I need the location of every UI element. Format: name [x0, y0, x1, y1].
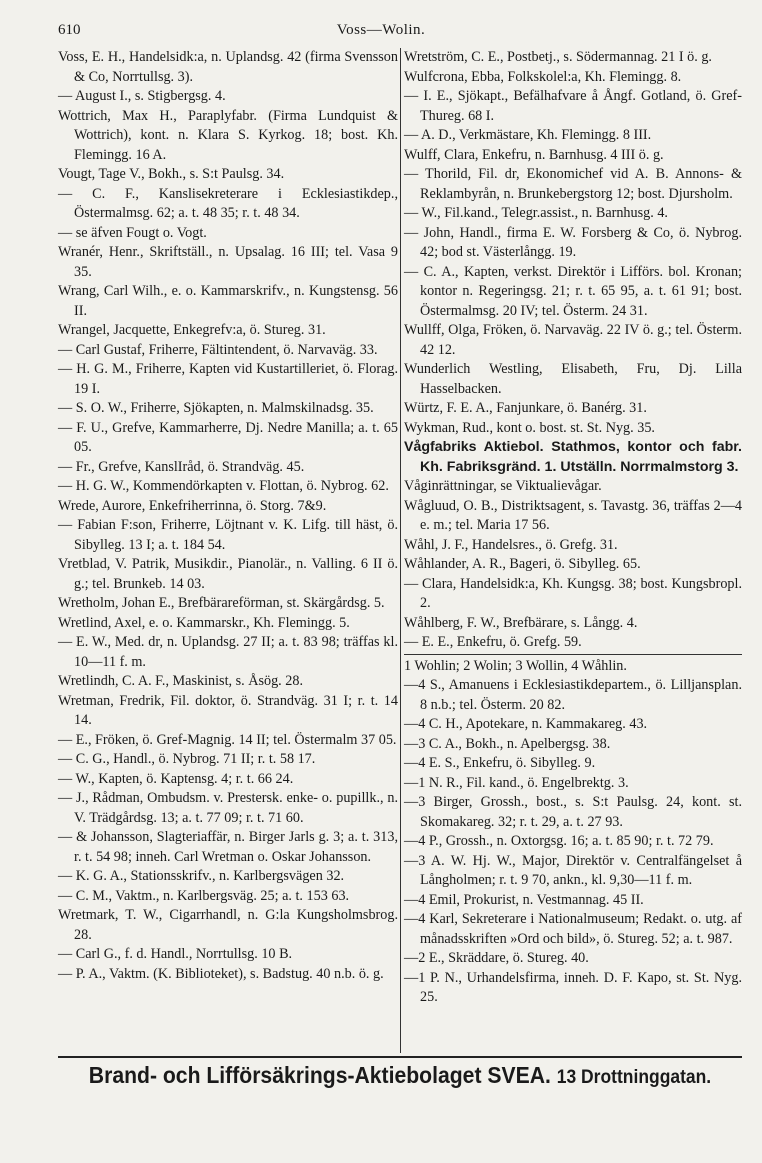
directory-entry: — W., Fil.kand., Telegr.assist., n. Barnhusg. 4.	[404, 205, 668, 221]
directory-entry: — C. A., Kapten, verkst. Direktör i Lifförs. bol. Kronan; kontor n. Regeringsg. 21; r. t. 65 95, a. t. 61 91; bost. Östermalmsg. 20 IV; tel. Österm. 24 31.	[404, 263, 742, 319]
directory-entry: Wulfcrona, Ebba, Folkskolel:a, Kh. Flemingg. 8.	[404, 68, 682, 85]
directory-entry: — I. E., Sjökapt., Befälhafvare å Ångf. Gotland, ö. Gref-Thureg. 68 I.	[404, 88, 742, 124]
directory-entry: Wunderlich Westling, Elisabeth, Fru, Dj. Lilla Hasselbacken.	[404, 361, 742, 397]
directory-entry: — John, Handl., firma E. W. Forsberg & Co, ö. Nybrog. 42; bod st. Västerlångg. 19.	[404, 224, 742, 260]
directory-entry: —3 A. W. Hj. W., Major, Direktör v. Centralfängelset å Långholmen; r. t. 9 70, ankn., kl. 9,30—11 f. m.	[404, 852, 742, 888]
directory-entry: Wottrich, Max H., Paraplyfabr. (Firma Lundquist & Wottrich), kont. n. Klara S. Kyrkog. 18; bost. Kh. Flemingg. 16 A.	[58, 107, 398, 163]
column-divider	[400, 48, 401, 1053]
directory-entry: Våginrättningar, se Viktualievågar.	[404, 478, 602, 494]
directory-entry: Wretlind, Axel, e. o. Kammarskr., Kh. Flemingg. 5.	[58, 614, 350, 631]
directory-entry: Wrang, Carl Wilh., e. o. Kammarskrifv., n. Kungstensg. 56 II.	[58, 283, 398, 319]
directory-entry: — E. E., Enkefru, ö. Grefg. 59.	[404, 633, 742, 655]
directory-entry: — Thorild, Fil. dr, Ekonomichef vid A. B. Annons- & Reklambyrån, n. Brunkebergstorg 12; bost. Djursholm.	[404, 166, 742, 202]
footer-advertisement	[85, 1062, 714, 1089]
directory-entry: Wåhlander, A. R., Bageri, ö. Sibylleg. 65.	[404, 556, 641, 572]
running-title: Voss—Wolin.	[336, 22, 426, 38]
directory-entry: — & Johansson, Slagteriaffär, n. Birger Jarls g. 3; a. t. 313, r. t. 54 98; inneh. Carl Wretman o. Oskar Johansson.	[58, 829, 398, 865]
directory-entry: Wykman, Rud., kont o. bost. st. St. Nyg. 35.	[404, 419, 655, 436]
page-header	[0, 22, 762, 46]
directory-entry: Wretström, C. E., Postbetj., s. Södermannag. 21 I ö. g.	[404, 49, 712, 65]
directory-entry: — se äfven Fougt o. Vogt.	[58, 224, 207, 241]
directory-entry: Wretlindh, C. A. F., Maskinist, s. Åsög. 28.	[58, 673, 304, 689]
directory-entry: Vretblad, V. Patrik, Musikdir., Pianolär., n. Valling. 6 II ö. g.; tel. Brunkeb. 14 03.	[58, 556, 398, 592]
directory-entry: —4 E. S., Enkefru, ö. Sibylleg. 9.	[404, 755, 596, 771]
footer-address: 13 Drottninggatan.	[556, 1067, 712, 1088]
directory-entry: — J., Rådman, Ombudsm. v. Prestersk. enke- o. pupillk., n. V. Trädgårdsg. 13; a. t. 77 09; r. t. 71 60.	[58, 790, 398, 826]
directory-entry: Wåhlberg, F. W., Brefbärare, s. Långg. 4.	[404, 614, 638, 631]
footer-company: Brand- och Lifförsäkrings-Aktiebolaget SVEA.	[88, 1062, 551, 1088]
directory-entry: Wretmark, T. W., Cigarrhandl, n. G:la Kungsholmsbrog. 28.	[58, 907, 398, 943]
page-number: 610	[58, 22, 81, 38]
directory-entry: —4 Emil, Prokurist, n. Vestmannag. 45 II.	[404, 891, 644, 908]
directory-entry: — P. A., Vaktm. (K. Biblioteket), s. Badstug. 40 n.b. ö. g.	[58, 965, 384, 982]
directory-entry: —1 N. R., Fil. kand., ö. Engelbrektg. 3.	[404, 774, 629, 791]
directory-entry: — K. G. A., Stationsskrifv., n. Karlbergsvägen 32.	[58, 868, 345, 884]
directory-entry: — A. D., Verkmästare, Kh. Flemingg. 8 III.	[404, 127, 652, 143]
directory-entry: —2 E., Skräddare, ö. Stureg. 40.	[404, 950, 589, 966]
directory-entry: Wulff, Clara, Enkefru, n. Barnhusg. 4 III ö. g.	[404, 146, 664, 163]
directory-entry: Vågfabriks Aktiebol. Stathmos, kontor och fabr. Kh. Fabriksgränd. 1. Utställn. Norrmalmstorg 3.	[404, 439, 742, 475]
directory-entry: — Carl G., f. d. Handl., Norrtullsg. 10 B.	[58, 946, 293, 962]
right-column	[404, 48, 742, 1008]
directory-entry: —4 C. H., Apotekare, n. Kammakareg. 43.	[404, 716, 648, 732]
directory-entry: — S. O. W., Friherre, Sjökapten, n. Malmskilnadsg. 35.	[58, 400, 374, 416]
directory-entry: Wrede, Aurore, Enkefriherrinna, ö. Storg. 7&9.	[58, 497, 327, 514]
directory-entry: Wåhl, J. F., Handelsres., ö. Grefg. 31.	[404, 536, 618, 553]
directory-entry: Voss, E. H., Handelsidk:a, n. Uplandsg. 42 (firma Svensson & Co, Norrtullsg. 3).	[58, 49, 398, 85]
footer-rule	[58, 1056, 742, 1058]
directory-entry: Wretholm, Johan E., Brefbärareförman, st. Skärgårdsg. 5.	[58, 595, 385, 611]
directory-entry: Wranér, Henr., Skriftställ., n. Upsalag. 16 III; tel. Vasa 9 35.	[58, 244, 398, 280]
directory-entry: — Fabian F:son, Friherre, Löjtnant v. K. Lifg. till häst, ö. Sibylleg. 13 I; a. t. 184 54.	[58, 517, 398, 553]
directory-entry: Wretman, Fredrik, Fil. doktor, ö. Strandväg. 31 I; r. t. 14 14.	[58, 692, 398, 728]
directory-entry: — Fr., Grefve, KanslIråd, ö. Strandväg. 45.	[58, 458, 305, 475]
directory-entry: — C. G., Handl., ö. Nybrog. 71 II; r. t. 58 17.	[58, 751, 316, 767]
directory-entry: — E., Fröken, ö. Gref-Magnig. 14 II; tel. Östermalm 37 05.	[58, 731, 397, 748]
left-column	[58, 48, 398, 984]
directory-entry: — C. F., Kanslisekreterare i Ecklesiastikdep., Östermalmsg. 62; a. t. 48 35; r. t. 48 34.	[58, 185, 398, 221]
directory-entry: Wrangel, Jacquette, Enkegrefv:a, ö. Stureg. 31.	[58, 322, 326, 338]
directory-entry: — August I., s. Stigbergsg. 4.	[58, 88, 226, 104]
directory-entry: 1 Wohlin; 2 Wolin; 3 Wollin, 4 Wåhlin.	[404, 657, 627, 674]
directory-entry: Würtz, F. E. A., Fanjunkare, ö. Banérg. 31.	[404, 400, 647, 416]
directory-entry: Vougt, Tage V., Bokh., s. S:t Paulsg. 34.	[58, 166, 285, 182]
directory-entry: —3 Birger, Grossh., bost., s. S:t Paulsg. 24, kont. st. Skomakareg. 32; r. t. 29, a. t. 27 93.	[404, 794, 742, 830]
directory-entry: — H. G. M., Friherre, Kapten vid Kustartilleriet, ö. Florag. 19 I.	[58, 361, 398, 397]
directory-entry: — Clara, Handelsidk:a, Kh. Kungsg. 38; bost. Kungsbropl. 2.	[404, 575, 742, 611]
directory-entry: —4 S., Amanuens i Ecklesiastikdepartem., ö. Lilljansplan. 8 n.b.; tel. Österm. 20 82.	[404, 677, 742, 713]
directory-entry: — H. G. W., Kommendörkapten v. Flottan, ö. Nybrog. 62.	[58, 478, 389, 494]
directory-entry: — E. W., Med. dr, n. Uplandsg. 27 II; a. t. 83 98; träffas kl. 10—11 f. m.	[58, 634, 398, 670]
directory-entry: —1 P. N., Urhandelsfirma, inneh. D. F. Kapo, st. St. Nyg. 25.	[404, 969, 742, 1005]
directory-entry: — Carl Gustaf, Friherre, Fältintendent, ö. Narvaväg. 33.	[58, 341, 378, 358]
directory-entry: —4 P., Grossh., n. Oxtorgsg. 16; a. t. 85 90; r. t. 72 79.	[404, 833, 714, 849]
directory-entry: —4 Karl, Sekreterare i Nationalmuseum; Redakt. o. utg. af månadsskriften »Ord och bild», ö. Stureg. 52; a. t. 987.	[404, 911, 742, 947]
directory-entry: — C. M., Vaktm., n. Karlbergsväg. 25; a. t. 153 63.	[58, 887, 350, 904]
directory-entry: — F. U., Grefve, Kammarherre, Dj. Nedre Manilla; a. t. 65 05.	[58, 419, 398, 455]
directory-entry: — W., Kapten, ö. Kaptensg. 4; r. t. 66 24.	[58, 770, 294, 787]
directory-entry: Wågluud, O. B., Distriktsagent, s. Tavastg. 36, träffas 2—4 e. m.; tel. Maria 17 56.	[404, 497, 742, 533]
directory-entry: Wullff, Olga, Fröken, ö. Narvaväg. 22 IV ö. g.; tel. Österm. 42 12.	[404, 322, 742, 358]
directory-entry: —3 C. A., Bokh., n. Apelbergsg. 38.	[404, 735, 611, 752]
